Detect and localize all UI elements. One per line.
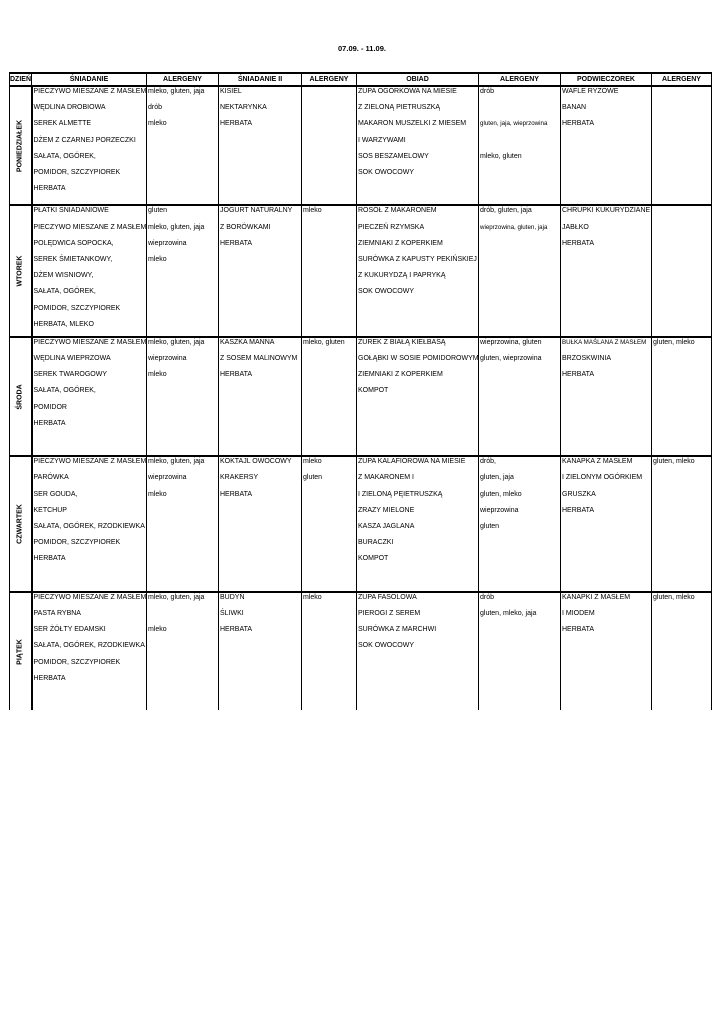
- breakfast-cell: [32, 86, 147, 205]
- menu-table: [9, 72, 712, 710]
- allergens-snack-line: gluten, mleko: [653, 458, 695, 466]
- lunch-line: ZIEMNIAKI Z KOPERKIEM: [358, 239, 443, 247]
- allergens-lunch-cell: [479, 456, 561, 592]
- snack-line: BANAN: [562, 104, 587, 112]
- breakfast-line: SAŁATA, OGÓREK, RZODKIEWKA: [33, 523, 145, 531]
- lunch-line: PIECZEŃ RZYMSKA: [358, 223, 425, 231]
- second-breakfast-line: KOKTAJL OWOCOWY: [220, 458, 292, 466]
- day-name: PONIEDZIAŁEK: [16, 119, 24, 172]
- allergens-breakfast-line: [147, 609, 218, 625]
- allergens-breakfast-cell: [147, 86, 219, 205]
- breakfast-line: KETCHUP: [33, 506, 67, 514]
- breakfast-line: WĘDLINA DROBIOWA: [33, 104, 106, 112]
- allergens-breakfast-cell: [147, 337, 219, 456]
- lunch-line: ŻUREK Z BIAŁĄ KIEŁBASĄ: [358, 338, 446, 346]
- snack-line: HERBATA: [562, 626, 595, 634]
- allergens-breakfast-line: mleko: [148, 255, 167, 263]
- allergens-snack-cell: [652, 205, 712, 337]
- lunch-cell: [357, 86, 479, 205]
- lunch-line: SOK OWOCOWY: [358, 288, 414, 296]
- lunch-line: MAKARON MUSZELKI Z MIESEM: [358, 120, 467, 128]
- second-breakfast-line: Z SOSEM MALINOWYM: [220, 355, 298, 363]
- header-allergens-snack: ALERGENY: [652, 73, 712, 86]
- allergens-breakfast-cell: [147, 205, 219, 337]
- breakfast-line: SEREK TWAROGOWY: [33, 371, 108, 379]
- lunch-line: SOK OWOCOWY: [358, 168, 414, 176]
- lunch-line: I ZIELONĄ PĘIETRUSZKĄ: [358, 490, 443, 498]
- allergens-breakfast-line: mleko, gluten, jaja: [148, 593, 205, 601]
- day-name: WTOREK: [16, 255, 24, 287]
- breakfast-line: POMIDOR, SZCZYPIOREK: [33, 658, 121, 666]
- allergens-snack-cell: [652, 337, 712, 456]
- lunch-line: SOK OWOCOWY: [358, 642, 414, 650]
- breakfast-line: HERBATA, MLEKO: [33, 320, 94, 328]
- allergens-lunch-line: gluten: [480, 523, 500, 531]
- allergens-breakfast-line: mleko: [148, 371, 167, 379]
- breakfast-line: PIECZYWO MIESZANE Z MASŁEM: [33, 223, 147, 231]
- allergens-breakfast-line: mleko, gluten, jaja: [148, 223, 205, 231]
- second-breakfast-line: KRAKERSY: [220, 474, 259, 482]
- second-breakfast-line: NEKTARYNKA: [220, 104, 267, 112]
- allergens-lunch-cell: [479, 86, 561, 205]
- lunch-line: SOS BESZAMELOWY: [358, 152, 429, 160]
- second-breakfast-cell: [219, 337, 302, 456]
- allergens-lunch-line: drób: [480, 88, 495, 95]
- header-day: DZIEŃ: [10, 73, 32, 86]
- lunch-line: ZUPA OGÓRKOWA NA MIESIE: [358, 88, 457, 95]
- snack-line: BUŁKA MAŚLANA Z MASŁEM: [562, 338, 647, 346]
- day-name: CZWARTEK: [16, 504, 24, 544]
- snack-line: HERBATA: [562, 239, 595, 247]
- snack-line: HERBATA: [562, 120, 595, 128]
- second-breakfast-line: Z BORÓWKAMI: [220, 223, 271, 231]
- breakfast-line: POLĘDWICA SOPOCKA,: [33, 239, 114, 247]
- breakfast-line: PIECZYWO MIESZANE Z MASŁEM: [33, 458, 147, 466]
- breakfast-line: SEREK ALMETTE: [33, 120, 92, 128]
- allergens-breakfast-line: wieprzowina: [148, 474, 187, 482]
- lunch-line: KOMPOT: [358, 387, 389, 395]
- second-breakfast-line: HERBATA: [220, 371, 253, 379]
- allergens-lunch-line: gluten, wieprzowina: [480, 355, 542, 363]
- lunch-line: ZUPA FASOLOWA: [358, 593, 417, 601]
- allergens-second-breakfast-line: mleko, gluten: [303, 338, 345, 346]
- lunch-line: KOMPOT: [358, 555, 389, 563]
- lunch-line: ZUPA KALAFIOROWA NA MIESIE: [358, 458, 466, 466]
- snack-line: KANAPKA Z MASŁEM: [562, 458, 633, 466]
- snack-line: JABŁKO: [562, 223, 589, 231]
- snack-cell: [561, 205, 652, 337]
- allergens-breakfast-line: mleko, gluten, jaja: [148, 88, 205, 95]
- day-cell: [10, 337, 32, 456]
- second-breakfast-line: HERBATA: [220, 239, 253, 247]
- allergens-breakfast-cell: [147, 456, 219, 592]
- lunch-line: ZIEMNIAKI Z KOPERKIEM: [358, 371, 443, 379]
- snack-line: CHRUPKI KUKURYDZIANE: [562, 207, 651, 215]
- day-cell: [10, 592, 32, 710]
- breakfast-line: HERBATA: [33, 674, 66, 682]
- allergens-breakfast-line: mleko: [148, 490, 167, 498]
- allergens-snack-cell: [652, 86, 712, 205]
- allergens-lunch-line: gluten, mleko: [480, 490, 522, 498]
- allergens-second-breakfast-line: mleko: [303, 207, 322, 215]
- header-allergens-breakfast: ALERGENY: [147, 73, 219, 86]
- allergens-breakfast-line: mleko, gluten, jaja: [148, 338, 205, 346]
- day-cell: [10, 205, 32, 337]
- lunch-line: SURÓWKA Z KAPUSTY PEKIŃSKIEJ: [358, 255, 477, 263]
- allergens-lunch-line: drób: [480, 593, 495, 601]
- second-breakfast-line: HERBATA: [220, 120, 253, 128]
- allergens-breakfast-line: gluten: [148, 207, 168, 215]
- breakfast-line: HERBATA: [33, 555, 66, 563]
- allergens-lunch-line: [479, 103, 560, 119]
- lunch-line: GOŁĄBKI W SOSIE POMIDOROWYM: [358, 355, 479, 363]
- snack-line: WAFLE RYZOWE: [562, 88, 619, 95]
- header-allergens-lunch: ALERGENY: [479, 73, 561, 86]
- allergens-second-breakfast-line: mleko: [303, 458, 322, 466]
- breakfast-line: HERBATA: [33, 185, 66, 193]
- lunch-line: ROSÓŁ Z MAKARONEM: [358, 207, 437, 215]
- breakfast-cell: [32, 456, 147, 592]
- breakfast-line: HERBATA: [33, 419, 66, 427]
- breakfast-line: POMIDOR, SZCZYPIOREK: [33, 304, 121, 312]
- second-breakfast-line: ŚLIWKI: [220, 610, 244, 618]
- breakfast-line: SER GOUDA,: [33, 490, 78, 498]
- breakfast-line: WĘDLINA WIEPRZOWA: [33, 355, 111, 363]
- snack-line: GRUSZKA: [562, 490, 596, 498]
- breakfast-cell: [32, 337, 147, 456]
- snack-line: I ZIELONYM OGÓRKIEM: [562, 474, 643, 482]
- allergens-lunch-line: gluten, jaja: [480, 474, 514, 482]
- second-breakfast-line: BUDYŃ: [220, 593, 245, 601]
- second-breakfast-line: JOGURT NATURALNY: [220, 207, 293, 215]
- lunch-line: Z ZIELONĄ PIETRUSZKĄ: [358, 104, 441, 112]
- snack-cell: [561, 456, 652, 592]
- header-allergens-second-breakfast: ALERGENY: [302, 73, 357, 86]
- breakfast-cell: [32, 592, 147, 710]
- lunch-line: Z MAKARONEM I: [358, 474, 415, 482]
- allergens-breakfast-line: wieprzowina: [148, 355, 187, 363]
- allergens-breakfast-line: mleko: [148, 120, 167, 128]
- breakfast-line: SAŁATA, OGÓREK,: [33, 387, 96, 395]
- allergens-lunch-line: wieprzowina, gluten: [480, 338, 542, 346]
- lunch-line: ZRAZY MIELONE: [358, 506, 415, 514]
- lunch-line: I WARZYWAMI: [358, 136, 406, 144]
- allergens-snack-line: gluten, mleko: [653, 338, 695, 346]
- lunch-line: PIEROGI Z SEREM: [358, 610, 421, 618]
- snack-cell: [561, 86, 652, 205]
- second-breakfast-cell: [219, 86, 302, 205]
- breakfast-line: PIECZYWO MIESZANE Z MASŁEM: [33, 338, 147, 346]
- day-cell: [10, 86, 32, 205]
- breakfast-line: SAŁATA, OGÓREK,: [33, 152, 96, 160]
- breakfast-line: SEREK ŚMIETANKOWY,: [33, 255, 113, 263]
- breakfast-line: PIECZYWO MIESZANE Z MASŁEM: [33, 88, 147, 95]
- breakfast-line: SAŁATA, OGÓREK,: [33, 288, 96, 296]
- allergens-lunch-line: mleko, gluten: [480, 152, 522, 160]
- second-breakfast-cell: [219, 205, 302, 337]
- day-row: [10, 205, 712, 337]
- second-breakfast-cell: [219, 592, 302, 710]
- allergens-lunch-line: gluten, jaja, wieprzowina: [480, 120, 548, 128]
- snack-line: HERBATA: [562, 506, 595, 514]
- allergens-second-breakfast-cell: [302, 456, 357, 592]
- snack-line: I MIODEM: [562, 610, 595, 618]
- allergens-breakfast-cell: [147, 592, 219, 710]
- header-snack: PODWIECZOREK: [561, 73, 652, 86]
- day-row: [10, 86, 712, 205]
- header-breakfast: ŚNIADANIE: [32, 73, 147, 86]
- menu-body: [10, 86, 712, 710]
- allergens-second-breakfast-line: mleko: [303, 593, 322, 601]
- allergens-snack-cell: [652, 592, 712, 710]
- allergens-lunch-cell: [479, 592, 561, 710]
- allergens-second-breakfast-line: gluten: [303, 474, 323, 482]
- header-row: [10, 73, 712, 86]
- breakfast-cell: [32, 205, 147, 337]
- lunch-cell: [357, 337, 479, 456]
- snack-line: BRZOSKWINIA: [562, 355, 612, 363]
- snack-cell: [561, 592, 652, 710]
- day-row: [10, 337, 712, 456]
- allergens-snack-line: gluten, mleko: [653, 593, 695, 601]
- breakfast-line: DŻEM Z CZARNEJ PORZECZKI: [33, 136, 136, 144]
- lunch-line: SURÓWKA Z MARCHWI: [358, 626, 437, 634]
- allergens-breakfast-line: drób: [148, 104, 163, 112]
- second-breakfast-cell: [219, 456, 302, 592]
- breakfast-line: PARÓWKA: [33, 474, 69, 482]
- allergens-second-breakfast-cell: [302, 592, 357, 710]
- breakfast-line: PŁATKI ŚNIADANIOWE: [33, 207, 109, 215]
- second-breakfast-line: KASZKA MANNA: [220, 338, 275, 346]
- lunch-line: KASZA JAGLANA: [358, 523, 415, 531]
- allergens-lunch-cell: [479, 205, 561, 337]
- allergens-breakfast-line: wieprzowina: [148, 239, 187, 247]
- second-breakfast-line: HERBATA: [220, 490, 253, 498]
- allergens-lunch-line: [479, 136, 560, 152]
- allergens-second-breakfast-cell: [302, 337, 357, 456]
- allergens-second-breakfast-cell: [302, 86, 357, 205]
- breakfast-line: PASTA RYBNA: [33, 610, 81, 618]
- header-second-breakfast: ŚNIADANIE II: [219, 73, 302, 86]
- lunch-cell: [357, 592, 479, 710]
- allergens-lunch-cell: [479, 337, 561, 456]
- lunch-cell: [357, 456, 479, 592]
- breakfast-line: POMIDOR, SZCZYPIOREK: [33, 168, 121, 176]
- lunch-cell: [357, 205, 479, 337]
- page-title: 07.09. - 11.09.: [338, 44, 386, 53]
- lunch-line: Z KUKURYDZĄ I PAPRYKĄ: [358, 272, 446, 280]
- allergens-lunch-line: drób,: [480, 458, 496, 466]
- day-row: [10, 592, 712, 710]
- lunch-line: BURACZKI: [358, 539, 394, 547]
- allergens-lunch-line: gluten, mleko, jaja: [480, 610, 537, 618]
- day-name: ŚRODA: [16, 383, 24, 410]
- snack-cell: [561, 337, 652, 456]
- day-name: PIĄTEK: [16, 638, 24, 665]
- header-lunch: OBIAD: [357, 73, 479, 86]
- breakfast-line: SER ŻÓŁTY EDAMSKI: [33, 626, 106, 634]
- breakfast-line: POMIDOR, SZCZYPIOREK: [33, 539, 121, 547]
- day-row: [10, 456, 712, 592]
- breakfast-line: SAŁATA, OGÓREK, RZODKIEWKA: [33, 642, 145, 650]
- breakfast-line: DŻEM WISNIOWY,: [33, 272, 94, 280]
- day-cell: [10, 456, 32, 592]
- allergens-lunch-line: wieprzowina: [480, 506, 519, 514]
- allergens-lunch-line: drób, gluten, jaja: [480, 207, 532, 215]
- breakfast-line: PIECZYWO MIESZANE Z MASŁEM: [33, 593, 147, 601]
- second-breakfast-line: KISIEL: [220, 88, 242, 95]
- allergens-lunch-line: wieprzowina, gluten, jaja: [480, 223, 548, 231]
- allergens-snack-cell: [652, 456, 712, 592]
- breakfast-line: POMIDOR: [33, 403, 67, 411]
- allergens-second-breakfast-cell: [302, 205, 357, 337]
- snack-line: KANAPKI Z MASŁEM: [562, 593, 631, 601]
- second-breakfast-line: HERBATA: [220, 626, 253, 634]
- snack-line: HERBATA: [562, 371, 595, 379]
- allergens-breakfast-line: mleko, gluten, jaja: [148, 458, 205, 466]
- allergens-breakfast-line: mleko: [148, 626, 167, 634]
